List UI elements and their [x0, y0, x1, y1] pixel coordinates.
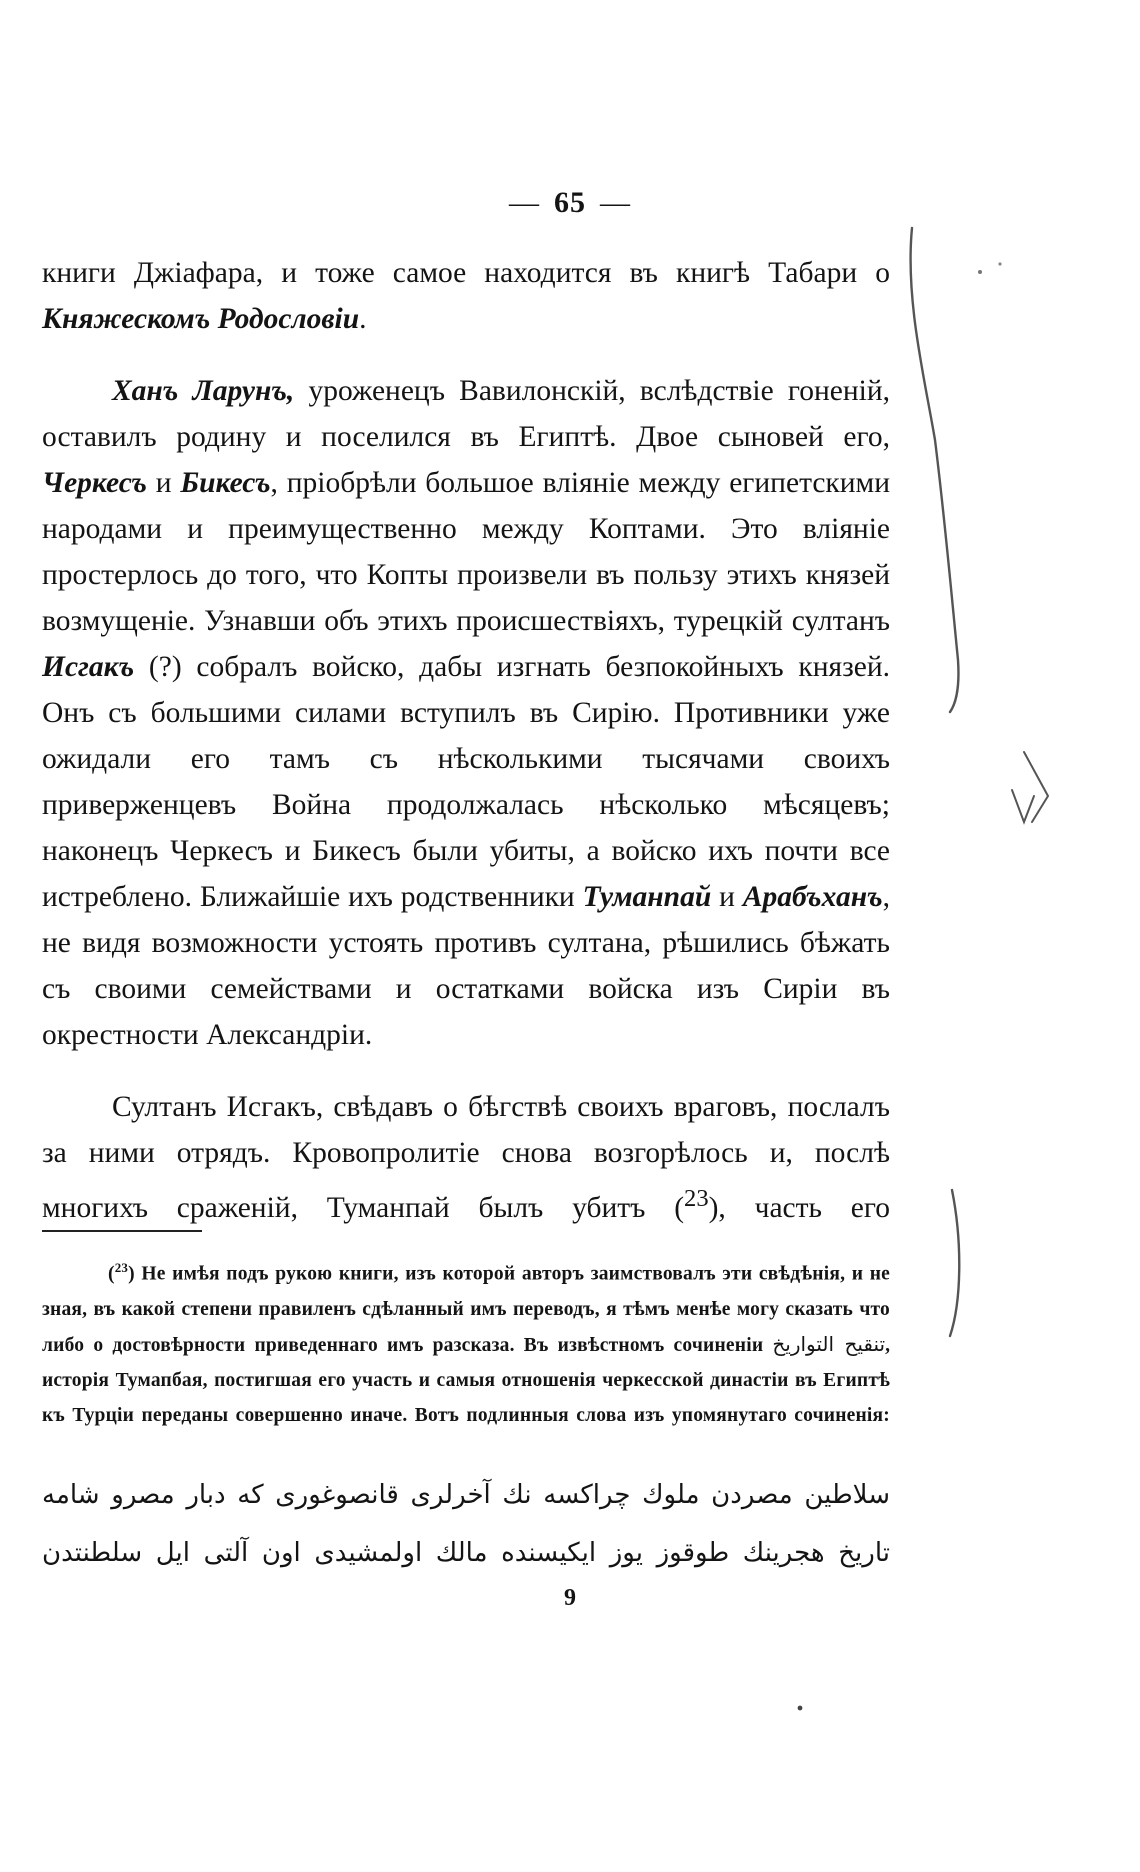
- p3-text-3: ), часть его: [708, 1191, 890, 1224]
- p1-text-3: .: [359, 303, 367, 335]
- p3-text-1: Султанъ Исгакъ, свѣдавъ о бѣгствѣ своихъ враговъ, послалъ за ними отрядъ. Кровопролитіе снова возгорѣлось и, послѣ многихъ сраженій, Туманпай былъ убитъ (: [42, 1091, 890, 1224]
- p1-text-1: книги Джіафара, и тоже самое находится въ книгѣ Табари о: [42, 257, 890, 289]
- footnote-23: [42, 1250, 890, 1433]
- margin-dot-1: [978, 270, 982, 274]
- footnote-arabic-title: تنقيح التواريخ: [772, 1331, 886, 1356]
- p2-name-isgak: Исгакъ: [42, 651, 135, 683]
- margin-curve-mark: [950, 1190, 959, 1336]
- margin-dot-3: [798, 1706, 803, 1711]
- header-dash-left: —: [509, 186, 540, 219]
- p2-text-12: , не видя возможности устоять противъ султана, рѣшились бѣжать съ своими семействами и остатками войска изъ Сиріи въ окрестности Александріи.: [42, 881, 890, 1051]
- margin-check-mark: [1012, 752, 1048, 822]
- paragraph-2: [42, 368, 890, 1058]
- page-number: 65: [554, 186, 586, 219]
- paragraph-1: [42, 250, 890, 342]
- footnote-divider: [42, 1230, 202, 1232]
- page-header: [0, 186, 1140, 220]
- p2-name-cherkes: Черкесъ: [42, 467, 147, 499]
- p2-text-2: уроженецъ Вавилонскій, вслѣдствіе гоненій, оставилъ родину и поселился въ Египтѣ. Двое сыновей его,: [42, 375, 890, 453]
- arabic-line-2: تاريخ هجرينك طوقوز يوز ايكيسنده مالك اولمشيدى اون آلتى ايل سلطنتدن: [42, 1538, 890, 1568]
- p2-name-bikes: Бикесъ: [180, 467, 271, 499]
- p1-italic-title: Княжескомъ Родословіи: [42, 303, 360, 335]
- p2-name-larun: Ханъ Ларунъ,: [112, 375, 295, 407]
- p2-text-6: , пріобрѣли большое вліяніе между египетскими народами и преимущественно между Коптами. Это вліяніе простерлось до того, что Копты произвели въ пользу этихъ князей возмущеніе. Узнавши объ этихъ происшествіяхъ, турецкій султанъ: [42, 467, 890, 637]
- header-dash-right: —: [600, 186, 631, 219]
- paragraph-3: [42, 1084, 890, 1231]
- p2-name-arabkhan: Арабъханъ: [742, 881, 883, 913]
- p2-name-tumanpai: Туманпай: [582, 881, 712, 913]
- p2-text-8: (?) собралъ войско, дабы изгнать безпокойныхъ князей. Онъ съ большими силами вступилъ въ Сирію. Противники уже ожидали его тамъ съ нѣсколькими тысячами своихъ приверженцевъ Война продолжалась нѣсколько мѣсяцевъ; наконецъ Черкесъ и Бикесъ были убиты, а войско ихъ почти все истреблено. Ближайшіе ихъ родственники: [42, 651, 890, 913]
- footnote-mark-close: ): [128, 1263, 135, 1285]
- footnote-text-1: Не имѣя подъ рукою книги, изъ которой авторъ заимствовалъ эти свѣдѣнія, и не зная, въ какой степени правиленъ сдѣланный имъ переводъ, я тѣмъ менѣе могу сказать что либо о достовѣрности приведеннаго имъ разсказа. Въ извѣстномъ сочиненіи: [42, 1263, 890, 1356]
- footnote-mark-number: 23: [114, 1260, 129, 1275]
- footnote-text-2: , исторія Тумапбая, постигшая его участь и самыя отношенія черкесской династіи въ Египтѣ къ Турціи переданы совершенно иначе. Вотъ подлинныя слова изъ упомянутаго сочиненія:: [42, 1334, 890, 1426]
- p2-text-10: и: [711, 881, 743, 913]
- margin-bracket-line: [911, 228, 959, 712]
- main-text: [42, 250, 890, 1231]
- arabic-quotation: [42, 1466, 890, 1582]
- signature-mark: 9: [564, 1585, 576, 1611]
- p2-text-4: и: [146, 467, 181, 499]
- arabic-line-1: سلاطين مصردن ملوك چراكسه نك آخرلرى قانصوغورى كه دبار مصرو شامه: [42, 1480, 890, 1510]
- footnote-mark-open: (: [108, 1263, 115, 1285]
- margin-dot-2: [998, 262, 1001, 265]
- p3-footnote-ref: 23: [684, 1185, 709, 1212]
